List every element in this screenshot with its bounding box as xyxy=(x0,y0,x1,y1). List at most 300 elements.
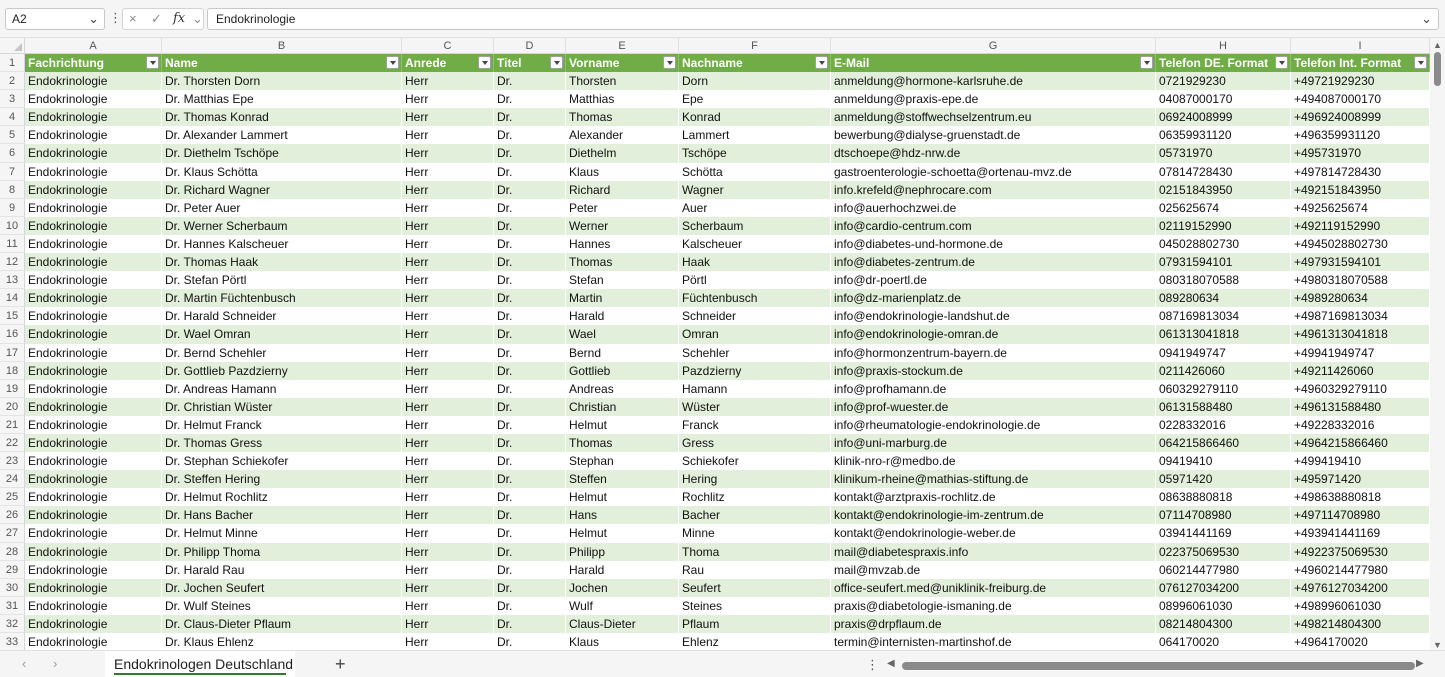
table-cell[interactable] xyxy=(25,561,162,579)
table-cell[interactable] xyxy=(494,126,566,144)
table-cell[interactable] xyxy=(1156,434,1291,452)
table-cell[interactable] xyxy=(25,452,162,470)
table-cell[interactable] xyxy=(162,416,402,434)
table-cell[interactable] xyxy=(1156,90,1291,108)
table-cell[interactable] xyxy=(679,615,831,633)
table-cell[interactable] xyxy=(25,506,162,524)
table-cell[interactable] xyxy=(1156,344,1291,362)
table-cell[interactable] xyxy=(25,470,162,488)
table-cell[interactable] xyxy=(402,633,494,650)
add-icon[interactable]: + xyxy=(335,654,346,674)
table-cell[interactable] xyxy=(1156,362,1291,380)
table-cell[interactable] xyxy=(494,217,566,235)
table-cell[interactable] xyxy=(1156,181,1291,199)
table-cell[interactable] xyxy=(566,199,679,217)
table-cell[interactable] xyxy=(566,181,679,199)
table-cell[interactable] xyxy=(494,380,566,398)
table-cell[interactable] xyxy=(566,126,679,144)
table-cell[interactable] xyxy=(1291,506,1430,524)
table-cell[interactable] xyxy=(679,633,831,650)
table-cell[interactable] xyxy=(25,325,162,343)
table-cell[interactable] xyxy=(831,271,1156,289)
table-cell[interactable] xyxy=(1291,253,1430,271)
select-all-corner[interactable] xyxy=(0,38,25,54)
table-cell[interactable] xyxy=(1291,380,1430,398)
row-number[interactable]: 17 xyxy=(0,344,25,362)
table-cell[interactable] xyxy=(679,325,831,343)
table-cell[interactable] xyxy=(402,163,494,181)
table-cell[interactable] xyxy=(1291,144,1430,162)
table-cell[interactable] xyxy=(566,108,679,126)
table-cell[interactable] xyxy=(162,344,402,362)
column-title[interactable] xyxy=(1291,54,1430,72)
column-header-g[interactable]: G xyxy=(831,38,1156,54)
table-cell[interactable] xyxy=(162,470,402,488)
table-cell[interactable] xyxy=(494,398,566,416)
row-number[interactable]: 25 xyxy=(0,488,25,506)
table-cell[interactable] xyxy=(162,362,402,380)
table-cell[interactable] xyxy=(162,289,402,307)
table-cell[interactable] xyxy=(1156,126,1291,144)
table-cell[interactable] xyxy=(566,543,679,561)
filter-dropdown-icon[interactable] xyxy=(1414,56,1427,69)
table-cell[interactable] xyxy=(566,597,679,615)
table-cell[interactable] xyxy=(494,470,566,488)
table-cell[interactable] xyxy=(162,543,402,561)
table-cell[interactable] xyxy=(25,307,162,325)
scroll-up-icon[interactable]: ▲ xyxy=(1433,40,1442,50)
table-cell[interactable] xyxy=(1156,579,1291,597)
table-cell[interactable] xyxy=(25,416,162,434)
table-cell[interactable] xyxy=(162,253,402,271)
table-cell[interactable] xyxy=(831,615,1156,633)
table-cell[interactable] xyxy=(679,217,831,235)
table-cell[interactable] xyxy=(494,543,566,561)
scroll-left-icon[interactable]: ◀ xyxy=(887,658,895,669)
table-cell[interactable] xyxy=(1156,633,1291,650)
table-cell[interactable] xyxy=(831,253,1156,271)
table-cell[interactable] xyxy=(679,90,831,108)
confirm-icon[interactable]: ✓ xyxy=(151,11,162,26)
table-cell[interactable] xyxy=(831,543,1156,561)
table-cell[interactable] xyxy=(162,633,402,650)
row-number[interactable]: 8 xyxy=(0,181,25,199)
table-cell[interactable] xyxy=(679,416,831,434)
table-cell[interactable] xyxy=(1156,488,1291,506)
table-cell[interactable] xyxy=(1291,470,1430,488)
expand-formula-icon[interactable]: ⌄ xyxy=(1421,11,1432,26)
column-header-d[interactable]: D xyxy=(494,38,566,54)
table-cell[interactable] xyxy=(1156,597,1291,615)
table-cell[interactable] xyxy=(679,307,831,325)
table-cell[interactable] xyxy=(494,253,566,271)
row-number[interactable]: 20 xyxy=(0,398,25,416)
table-cell[interactable] xyxy=(831,235,1156,253)
table-cell[interactable] xyxy=(1291,163,1430,181)
table-cell[interactable] xyxy=(831,325,1156,343)
table-cell[interactable] xyxy=(162,488,402,506)
table-cell[interactable] xyxy=(162,144,402,162)
table-cell[interactable] xyxy=(1156,470,1291,488)
table-cell[interactable] xyxy=(1156,506,1291,524)
table-cell[interactable] xyxy=(1291,199,1430,217)
table-cell[interactable] xyxy=(831,181,1156,199)
table-cell[interactable] xyxy=(679,181,831,199)
table-cell[interactable] xyxy=(831,362,1156,380)
table-cell[interactable] xyxy=(25,543,162,561)
table-cell[interactable] xyxy=(1156,325,1291,343)
table-cell[interactable] xyxy=(402,506,494,524)
filter-dropdown-icon[interactable] xyxy=(1140,56,1153,69)
table-cell[interactable] xyxy=(402,72,494,90)
chevron-left-icon[interactable]: ‹ xyxy=(22,656,27,671)
table-cell[interactable] xyxy=(402,108,494,126)
table-cell[interactable] xyxy=(25,398,162,416)
table-cell[interactable] xyxy=(831,470,1156,488)
table-cell[interactable] xyxy=(679,488,831,506)
table-cell[interactable] xyxy=(25,380,162,398)
table-cell[interactable] xyxy=(402,398,494,416)
table-cell[interactable] xyxy=(494,163,566,181)
table-cell[interactable] xyxy=(566,579,679,597)
table-cell[interactable] xyxy=(402,344,494,362)
table-cell[interactable] xyxy=(1291,615,1430,633)
row-number[interactable]: 6 xyxy=(0,144,25,162)
table-cell[interactable] xyxy=(566,434,679,452)
chevron-right-icon[interactable]: › xyxy=(53,656,58,671)
column-header-i[interactable]: I xyxy=(1291,38,1430,54)
table-cell[interactable] xyxy=(1291,217,1430,235)
table-cell[interactable] xyxy=(679,524,831,542)
table-cell[interactable] xyxy=(25,362,162,380)
row-number[interactable]: 28 xyxy=(0,543,25,561)
table-cell[interactable] xyxy=(25,126,162,144)
table-cell[interactable] xyxy=(25,253,162,271)
table-cell[interactable] xyxy=(25,235,162,253)
table-cell[interactable] xyxy=(566,615,679,633)
table-cell[interactable] xyxy=(679,506,831,524)
table-cell[interactable] xyxy=(1156,289,1291,307)
row-number[interactable]: 29 xyxy=(0,561,25,579)
table-cell[interactable] xyxy=(566,253,679,271)
table-cell[interactable] xyxy=(831,416,1156,434)
chevron-down-icon[interactable]: ⌄ xyxy=(88,11,99,26)
table-cell[interactable] xyxy=(162,615,402,633)
table-cell[interactable] xyxy=(831,524,1156,542)
table-cell[interactable] xyxy=(162,307,402,325)
table-cell[interactable] xyxy=(1156,271,1291,289)
row-number[interactable]: 13 xyxy=(0,271,25,289)
table-cell[interactable] xyxy=(831,452,1156,470)
table-cell[interactable] xyxy=(679,144,831,162)
sheet-tab[interactable] xyxy=(105,651,295,677)
table-cell[interactable] xyxy=(402,235,494,253)
table-cell[interactable] xyxy=(831,144,1156,162)
table-cell[interactable] xyxy=(831,434,1156,452)
table-cell[interactable] xyxy=(25,271,162,289)
table-cell[interactable] xyxy=(402,488,494,506)
table-cell[interactable] xyxy=(494,633,566,650)
row-number[interactable]: 15 xyxy=(0,307,25,325)
table-cell[interactable] xyxy=(162,561,402,579)
table-cell[interactable] xyxy=(831,307,1156,325)
table-cell[interactable] xyxy=(566,470,679,488)
table-cell[interactable] xyxy=(1291,434,1430,452)
table-cell[interactable] xyxy=(679,126,831,144)
vertical-scroll-thumb[interactable] xyxy=(1434,52,1441,86)
table-cell[interactable] xyxy=(162,524,402,542)
table-cell[interactable] xyxy=(679,344,831,362)
table-cell[interactable] xyxy=(494,325,566,343)
table-cell[interactable] xyxy=(566,217,679,235)
name-box[interactable] xyxy=(5,8,105,30)
table-cell[interactable] xyxy=(494,597,566,615)
table-cell[interactable] xyxy=(566,398,679,416)
row-number[interactable]: 3 xyxy=(0,90,25,108)
table-cell[interactable] xyxy=(25,579,162,597)
table-cell[interactable] xyxy=(566,271,679,289)
table-cell[interactable] xyxy=(831,72,1156,90)
table-cell[interactable] xyxy=(25,144,162,162)
row-number[interactable]: 7 xyxy=(0,163,25,181)
table-cell[interactable] xyxy=(162,452,402,470)
row-number[interactable]: 21 xyxy=(0,416,25,434)
table-cell[interactable] xyxy=(566,289,679,307)
table-cell[interactable] xyxy=(402,217,494,235)
table-cell[interactable] xyxy=(831,344,1156,362)
table-cell[interactable] xyxy=(831,633,1156,650)
table-cell[interactable] xyxy=(162,380,402,398)
table-cell[interactable] xyxy=(494,72,566,90)
row-number[interactable]: 26 xyxy=(0,506,25,524)
table-cell[interactable] xyxy=(566,633,679,650)
table-cell[interactable] xyxy=(1291,307,1430,325)
horizontal-scroll-thumb[interactable] xyxy=(902,662,1415,670)
table-cell[interactable] xyxy=(1156,72,1291,90)
table-cell[interactable] xyxy=(831,217,1156,235)
column-title[interactable] xyxy=(494,54,566,72)
table-cell[interactable] xyxy=(402,524,494,542)
row-number[interactable]: 14 xyxy=(0,289,25,307)
row-number[interactable]: 2 xyxy=(0,72,25,90)
table-cell[interactable] xyxy=(831,579,1156,597)
table-cell[interactable] xyxy=(494,506,566,524)
table-cell[interactable] xyxy=(1156,235,1291,253)
table-cell[interactable] xyxy=(679,199,831,217)
table-cell[interactable] xyxy=(494,181,566,199)
table-cell[interactable] xyxy=(402,452,494,470)
table-cell[interactable] xyxy=(1291,181,1430,199)
table-cell[interactable] xyxy=(679,108,831,126)
row-number[interactable]: 4 xyxy=(0,108,25,126)
table-cell[interactable] xyxy=(402,543,494,561)
table-cell[interactable] xyxy=(679,434,831,452)
row-number[interactable]: 32 xyxy=(0,615,25,633)
table-cell[interactable] xyxy=(679,253,831,271)
sheet-grid[interactable] xyxy=(0,38,1445,650)
table-cell[interactable] xyxy=(1291,597,1430,615)
table-cell[interactable] xyxy=(1156,615,1291,633)
more-vertical-icon[interactable]: ⋮ xyxy=(866,657,879,672)
table-cell[interactable] xyxy=(162,597,402,615)
column-header-a[interactable]: A xyxy=(25,38,162,54)
chevron-down-icon[interactable]: ⌄ xyxy=(192,11,203,26)
table-cell[interactable] xyxy=(1156,452,1291,470)
table-cell[interactable] xyxy=(1156,144,1291,162)
table-cell[interactable] xyxy=(494,271,566,289)
table-cell[interactable] xyxy=(566,307,679,325)
table-cell[interactable] xyxy=(679,72,831,90)
table-cell[interactable] xyxy=(162,90,402,108)
table-cell[interactable] xyxy=(494,416,566,434)
row-number[interactable]: 10 xyxy=(0,217,25,235)
table-cell[interactable] xyxy=(679,289,831,307)
table-cell[interactable] xyxy=(162,271,402,289)
table-cell[interactable] xyxy=(831,380,1156,398)
table-cell[interactable] xyxy=(1291,235,1430,253)
table-cell[interactable] xyxy=(831,199,1156,217)
table-cell[interactable] xyxy=(1291,561,1430,579)
formula-input[interactable] xyxy=(207,8,1439,30)
table-cell[interactable] xyxy=(831,398,1156,416)
table-cell[interactable] xyxy=(494,561,566,579)
table-cell[interactable] xyxy=(402,470,494,488)
table-cell[interactable] xyxy=(162,181,402,199)
table-cell[interactable] xyxy=(1291,325,1430,343)
table-cell[interactable] xyxy=(566,90,679,108)
table-cell[interactable] xyxy=(1291,488,1430,506)
table-cell[interactable] xyxy=(494,434,566,452)
table-cell[interactable] xyxy=(494,524,566,542)
table-cell[interactable] xyxy=(162,163,402,181)
scroll-right-icon[interactable]: ▶ xyxy=(1416,658,1424,669)
table-cell[interactable] xyxy=(25,597,162,615)
table-cell[interactable] xyxy=(494,362,566,380)
table-cell[interactable] xyxy=(1291,344,1430,362)
filter-dropdown-icon[interactable] xyxy=(478,56,491,69)
table-cell[interactable] xyxy=(25,289,162,307)
table-cell[interactable] xyxy=(494,344,566,362)
column-header-f[interactable]: F xyxy=(679,38,831,54)
table-cell[interactable] xyxy=(25,434,162,452)
table-cell[interactable] xyxy=(402,615,494,633)
row-number[interactable]: 33 xyxy=(0,633,25,650)
scroll-down-icon[interactable]: ▼ xyxy=(1433,640,1442,650)
table-cell[interactable] xyxy=(566,362,679,380)
table-cell[interactable] xyxy=(1156,307,1291,325)
table-cell[interactable] xyxy=(1156,524,1291,542)
column-header-e[interactable]: E xyxy=(566,38,679,54)
vertical-scrollbar[interactable] xyxy=(1430,38,1445,650)
table-cell[interactable] xyxy=(162,126,402,144)
table-cell[interactable] xyxy=(402,289,494,307)
table-cell[interactable] xyxy=(25,108,162,126)
table-cell[interactable] xyxy=(566,325,679,343)
table-cell[interactable] xyxy=(679,452,831,470)
row-number[interactable]: 22 xyxy=(0,434,25,452)
table-cell[interactable] xyxy=(162,199,402,217)
column-title[interactable] xyxy=(402,54,494,72)
row-number[interactable]: 27 xyxy=(0,524,25,542)
table-cell[interactable] xyxy=(566,144,679,162)
table-cell[interactable] xyxy=(679,163,831,181)
table-cell[interactable] xyxy=(25,633,162,650)
table-cell[interactable] xyxy=(162,235,402,253)
column-header-h[interactable]: H xyxy=(1156,38,1291,54)
row-number[interactable]: 23 xyxy=(0,452,25,470)
table-cell[interactable] xyxy=(679,597,831,615)
table-cell[interactable] xyxy=(679,235,831,253)
table-cell[interactable] xyxy=(1156,217,1291,235)
table-cell[interactable] xyxy=(679,470,831,488)
table-cell[interactable] xyxy=(25,615,162,633)
table-cell[interactable] xyxy=(162,325,402,343)
table-cell[interactable] xyxy=(1291,90,1430,108)
table-cell[interactable] xyxy=(566,235,679,253)
table-cell[interactable] xyxy=(402,362,494,380)
row-number[interactable]: 24 xyxy=(0,470,25,488)
column-title[interactable] xyxy=(831,54,1156,72)
table-cell[interactable] xyxy=(566,524,679,542)
table-cell[interactable] xyxy=(402,126,494,144)
table-cell[interactable] xyxy=(162,398,402,416)
table-cell[interactable] xyxy=(402,199,494,217)
table-cell[interactable] xyxy=(679,543,831,561)
table-cell[interactable] xyxy=(1291,543,1430,561)
table-cell[interactable] xyxy=(402,253,494,271)
table-cell[interactable] xyxy=(1291,452,1430,470)
table-cell[interactable] xyxy=(402,561,494,579)
table-cell[interactable] xyxy=(831,108,1156,126)
row-number[interactable]: 5 xyxy=(0,126,25,144)
table-cell[interactable] xyxy=(162,72,402,90)
table-cell[interactable] xyxy=(494,144,566,162)
table-cell[interactable] xyxy=(402,434,494,452)
column-title[interactable] xyxy=(25,54,162,72)
row-number[interactable]: 1 xyxy=(0,54,25,72)
filter-dropdown-icon[interactable] xyxy=(815,56,828,69)
table-cell[interactable] xyxy=(831,597,1156,615)
table-cell[interactable] xyxy=(566,416,679,434)
table-cell[interactable] xyxy=(494,235,566,253)
table-cell[interactable] xyxy=(25,181,162,199)
table-cell[interactable] xyxy=(25,488,162,506)
table-cell[interactable] xyxy=(402,144,494,162)
filter-dropdown-icon[interactable] xyxy=(1275,56,1288,69)
column-header-b[interactable]: B xyxy=(162,38,402,54)
table-cell[interactable] xyxy=(1291,289,1430,307)
row-number[interactable]: 19 xyxy=(0,380,25,398)
column-header-c[interactable]: C xyxy=(402,38,494,54)
filter-dropdown-icon[interactable] xyxy=(663,56,676,69)
table-cell[interactable] xyxy=(494,199,566,217)
row-number[interactable]: 18 xyxy=(0,362,25,380)
row-number[interactable]: 9 xyxy=(0,199,25,217)
table-cell[interactable] xyxy=(679,380,831,398)
table-cell[interactable] xyxy=(402,416,494,434)
table-cell[interactable] xyxy=(831,90,1156,108)
table-cell[interactable] xyxy=(1156,253,1291,271)
table-cell[interactable] xyxy=(1291,271,1430,289)
filter-dropdown-icon[interactable] xyxy=(386,56,399,69)
table-cell[interactable] xyxy=(25,217,162,235)
table-cell[interactable] xyxy=(1291,633,1430,650)
table-cell[interactable] xyxy=(25,90,162,108)
table-cell[interactable] xyxy=(1291,579,1430,597)
table-cell[interactable] xyxy=(566,506,679,524)
table-cell[interactable] xyxy=(25,163,162,181)
table-cell[interactable] xyxy=(1156,163,1291,181)
